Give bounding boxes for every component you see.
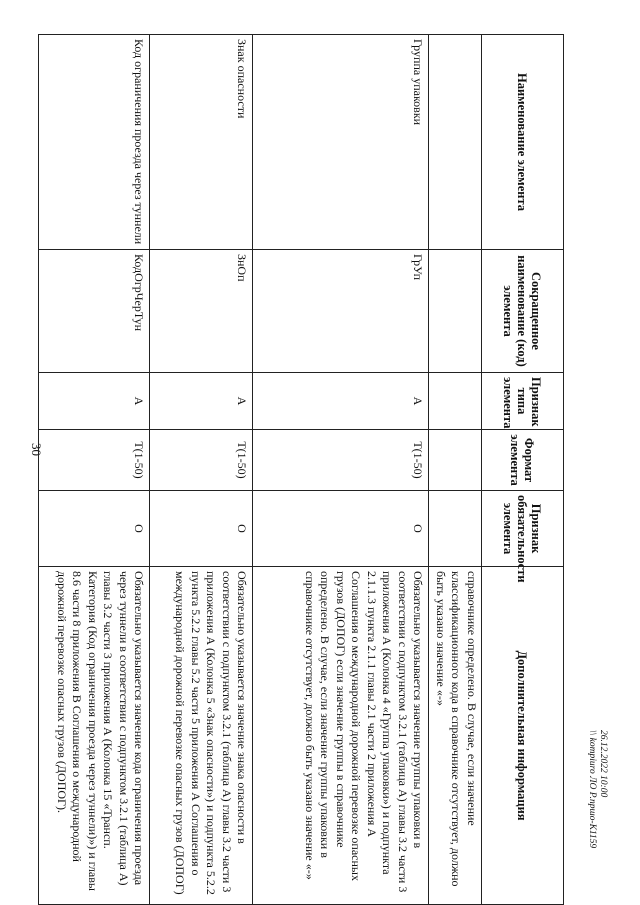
elements-table bbox=[38, 34, 564, 905]
cell-short: КодОгрЧерТун bbox=[39, 250, 151, 373]
cell-type: А bbox=[253, 373, 429, 430]
header-info: Дополнительная информация bbox=[482, 567, 564, 905]
cell-format: Т(1-50) bbox=[39, 430, 151, 491]
table-row bbox=[253, 35, 429, 905]
cell-info: Обязательно указывается значение кода ограничения проезда через туннели в соответствии с подпунктом 3.2.1 (таблица А) главы 3.2 части 3 приложения А (Колонка 15 «Трансп. Категория (Код ограничения проезда через туннели)») и главы 8.6 части 8 приложения В Соглашения о международной дорожной перевозке опасных грузов (ДОПОГ). bbox=[39, 567, 151, 905]
cell-short bbox=[429, 250, 482, 373]
cell-obligatory: О bbox=[150, 491, 253, 567]
cell-obligatory bbox=[429, 491, 482, 567]
page-number: 30 bbox=[29, 443, 44, 456]
table-row bbox=[39, 35, 151, 905]
cell-info: справочнике определено. В случае, если значение классификационного кода в справочнике отсутствует, должно быть указано значение «-» bbox=[429, 567, 482, 905]
stamp-id: \\ kompiuro ЛО Р.пршо-К1159 bbox=[587, 730, 597, 849]
cell-info: Обязательно указывается значение группы упаковки в соответствии с подпунктом 3.2.1 (таблица А) главы 3.2 части 3 приложения А (Колонка 4 «Группа упаковки») и подпункта 2.1.1.3 пункта 2.1.1 главы 2.1 части 2 приложения А Соглашения о международной дорожной перевозке опасных грузов (ДОПОГ) если значение группы в справочнике определено. В случае, если значение группы упаковки в справочнике отсутствует, должно быть указано значение «-» bbox=[253, 567, 429, 905]
cell-name bbox=[429, 35, 482, 250]
cell-type: А bbox=[39, 373, 151, 430]
table-row bbox=[429, 35, 482, 905]
cell-name: Код ограничения проезда через туннели bbox=[39, 35, 151, 250]
stamp-date: 26.12.2022 10:00 bbox=[598, 730, 608, 798]
header-obligatory: Признак обязательности элемента bbox=[482, 491, 564, 567]
cell-obligatory: О bbox=[39, 491, 151, 567]
document-stamp bbox=[586, 730, 608, 848]
table-header-row bbox=[482, 35, 564, 905]
header-name: Наименование элемента bbox=[482, 35, 564, 250]
rotated-table-container bbox=[38, 34, 564, 904]
cell-type: А bbox=[150, 373, 253, 430]
cell-format: Т(1-50) bbox=[150, 430, 253, 491]
cell-name: Знак опасности bbox=[150, 35, 253, 250]
cell-format: Т(1-50) bbox=[253, 430, 429, 491]
table-row bbox=[150, 35, 253, 905]
cell-format bbox=[429, 430, 482, 491]
cell-short: ГрУп bbox=[253, 250, 429, 373]
cell-name: Группа упаковки bbox=[253, 35, 429, 250]
header-format: Формат элемента bbox=[482, 430, 564, 491]
cell-info: Обязательно указывается значение знака опасности в соответствии с подпунктом 3.2.1 (таблица А) главы 3.2 части 3 приложения А (Колонка 5 «Знак опасности») и подпункта 5.2.2 пункта 5.2.2 главы 5.2 части 5 приложения А Соглашения о международной дорожной перевозке опасных грузов (ДОПОГ) bbox=[150, 567, 253, 905]
cell-type bbox=[429, 373, 482, 430]
header-type: Признак типа элемента bbox=[482, 373, 564, 430]
cell-short: ЗнОп bbox=[150, 250, 253, 373]
cell-obligatory: О bbox=[253, 491, 429, 567]
header-short: Сокращенное наименование (код) элемента bbox=[482, 250, 564, 373]
